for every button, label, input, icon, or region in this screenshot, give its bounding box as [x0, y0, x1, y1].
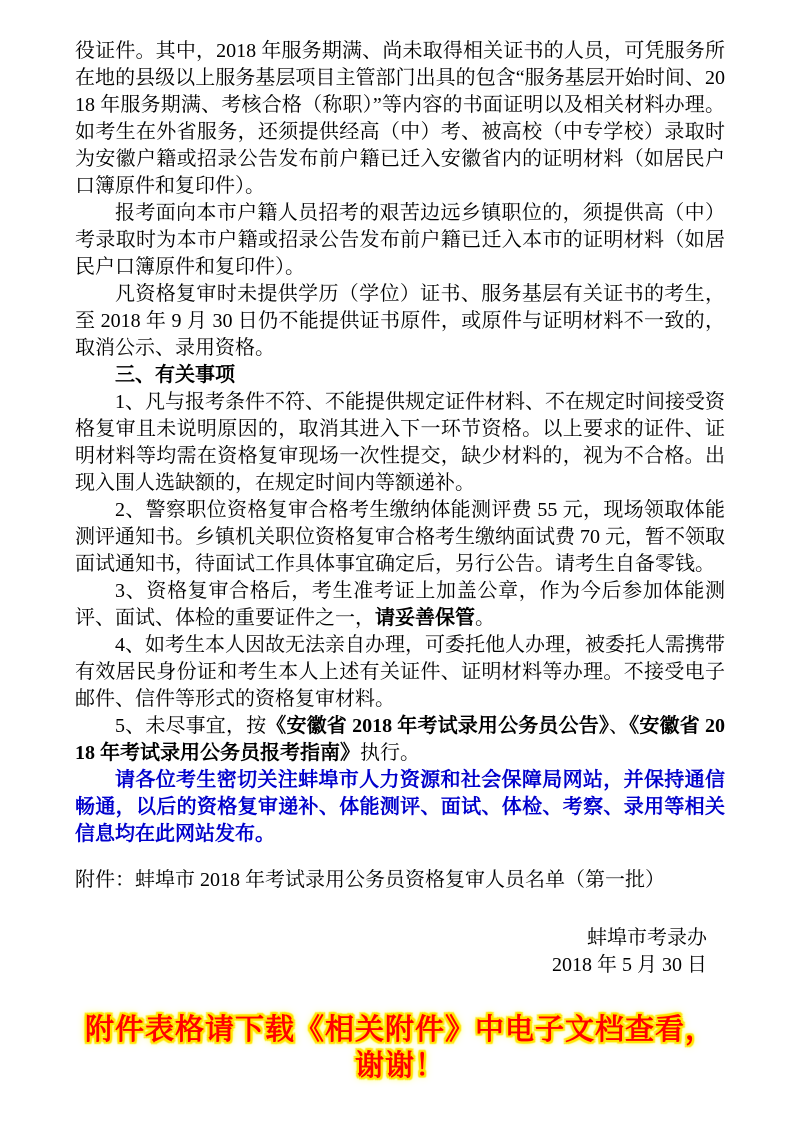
item-3-text: 3、资格复审合格后，考生准考证上加盖公章，作为今后参加体能测评、面试、体检的重要证件之一，: [75, 580, 725, 629]
item-1-disqualification-rules: 1、凡与报考条件不符、不能提供规定证件材料、不在规定时间接受资格复审且未说明原因的，取消其进入下一环节资格。以上要求的证件、证明材料等均需在资格复审现场一次性提交，缺少材料的，视为不合格。出现入围人选缺额的，在规定时间内等额递补。: [75, 391, 725, 494]
paragraph-local-hukou-requirement: 报考面向本市户籍人员招考的艰苦边远乡镇职位的，须提供高（中）考录取时为本市户籍或招录公告发布前户籍已迁入本市的证明材料（如居民户口簿原件和复印件）。: [75, 202, 725, 278]
item-5-suffix: 执行。: [360, 742, 420, 764]
item-5-text: 5、未尽事宜，按: [115, 715, 267, 737]
section-heading-related-matters: 三、有关事项: [115, 364, 235, 386]
signature-date: 2018 年 5 月 30 日: [552, 954, 707, 976]
item-3-period: 。: [475, 607, 495, 629]
item-5-reference-documents: [75, 713, 725, 767]
item-5-document-title-2: 《安徽省 2018 年考试录用公务员报考指南》: [75, 715, 726, 764]
attachment-reference-line: 附件：蚌埠市 2018 年考试录用公务员资格复审人员名单（第一批）: [75, 869, 665, 891]
item-2-fees: 2、警察职位资格复审合格考生缴纳体能测评费 55 元，现场领取体能测评通知书。乡镇机关职位资格复审合格考生缴纳面试费 70 元，暂不领取面试通知书，待面试工作具体事宜确定后，另行公告。请考生自备零钱。: [75, 499, 725, 575]
item-3-admission-ticket: [75, 578, 725, 632]
item-5-document-title-1: 《安徽省 2018 年考试录用公务员公告》: [266, 715, 610, 737]
item-5-separator: 、: [609, 715, 630, 737]
paragraph-certificate-deadline: 凡资格复审时未提供学历（学位）证书、服务基层有关证书的考生，至 2018 年 9 月 30 日仍不能提供证书原件，或原件与证明材料不一致的，取消公示、录用资格。: [75, 283, 725, 359]
paragraph-service-certificate-continuation: 役证件。其中，2018 年服务期满、尚未取得相关证书的人员，可凭服务所在地的县级以上服务基层项目主管部门出具的包含“服务基层开始时间、2018 年服务期满、考核合格（称职）”等内容的书面证明以及相关材料办理。如考生在外省服务，还须提供经高（中）考、被高校（中专学校）录取时为安徽户籍或招录公告发布前户籍已迁入安徽省内的证明材料（如居民户口簿原件和复印件）。: [75, 40, 725, 197]
signature-block: [75, 925, 725, 979]
footer-download-banner: 附件表格请下载《相关附件》中电子文档查看，谢谢！: [84, 1014, 715, 1082]
item-3-emphasis: 请妥善保管: [375, 607, 475, 629]
signature-organization: 蚌埠市考录办: [587, 927, 707, 949]
notice-follow-website: 请各位考生密切关注蚌埠市人力资源和社会保障局网站，并保持通信畅通，以后的资格复审递补、体能测评、面试、体检、考察、录用等相关信息均在此网站发布。: [75, 769, 725, 845]
item-4-proxy-handling: 4、如考生本人因故无法亲自办理，可委托他人办理，被委托人需携带有效居民身份证和考生本人上述有关证件、证明材料等办理。不接受电子邮件、信件等形式的资格复审材料。: [75, 634, 725, 710]
